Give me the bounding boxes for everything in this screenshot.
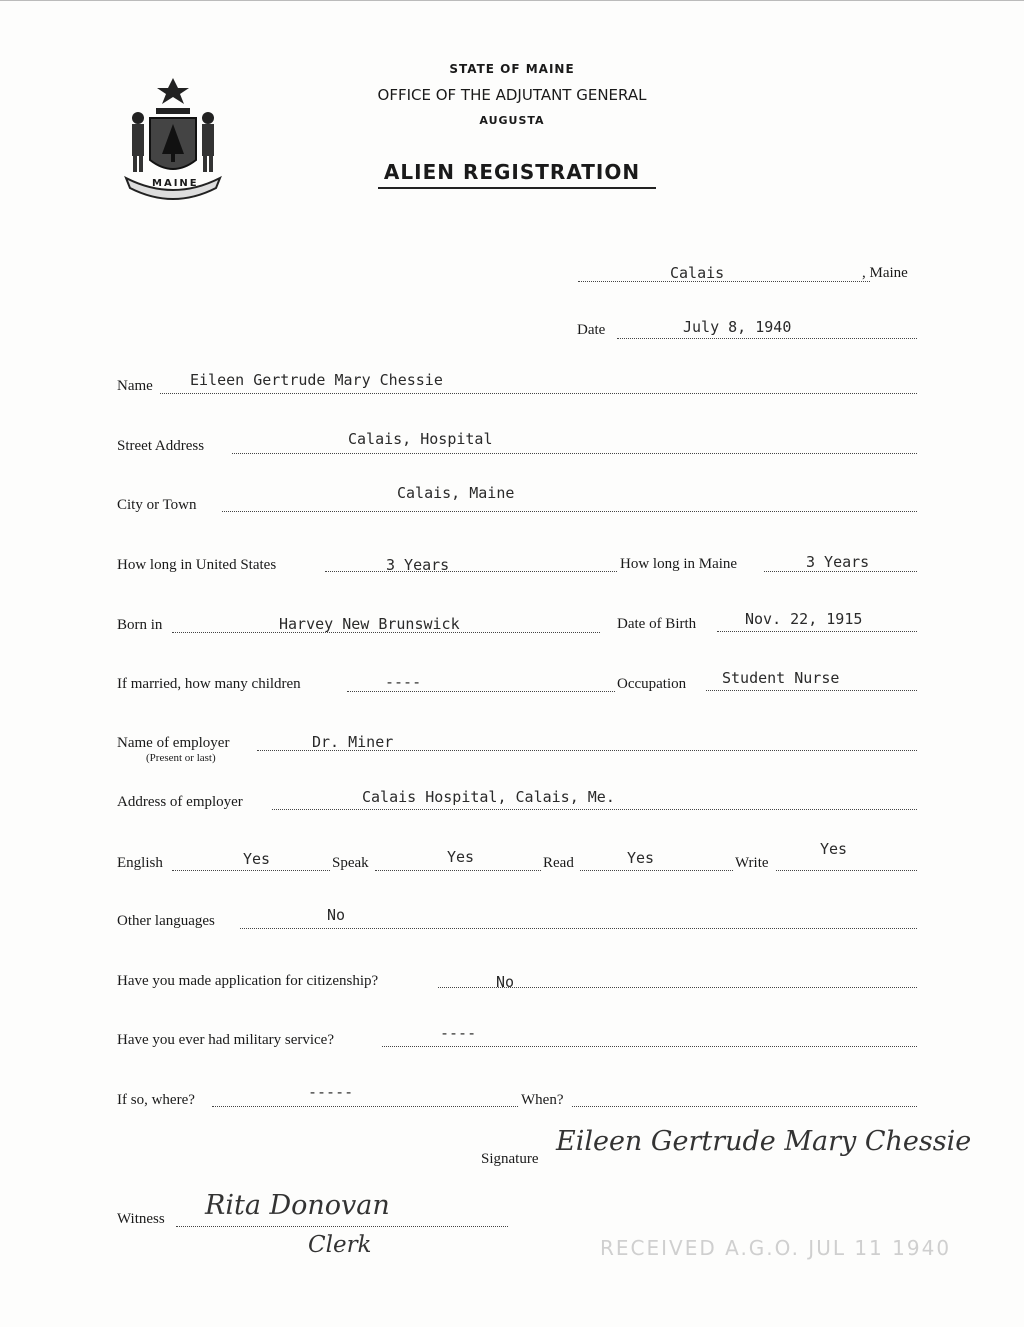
- witness-signature: Rita Donovan: [205, 1190, 390, 1221]
- street-value: Calais, Hospital: [348, 430, 493, 448]
- city-dots: [222, 511, 917, 512]
- signature-label: Signature: [481, 1151, 539, 1167]
- children-label: If married, how many children: [117, 676, 301, 692]
- employer-address-label: Address of employer: [117, 794, 243, 810]
- employer-value: Dr. Miner: [312, 733, 394, 751]
- maine-years-value: 3 Years: [806, 553, 870, 571]
- maine-years-label: How long in Maine: [620, 556, 738, 572]
- other-languages-value: No: [327, 906, 346, 924]
- seal-ribbon-text: MAINE: [152, 178, 199, 189]
- header-city: AUGUSTA: [479, 114, 545, 127]
- read-value: Yes: [627, 849, 655, 867]
- dob-value: Nov. 22, 1915: [745, 610, 863, 628]
- street-label: Street Address: [117, 438, 205, 454]
- date-dots: [617, 338, 917, 339]
- place-suffix: , Maine: [862, 265, 908, 281]
- form-title: ALIEN REGISTRATION: [383, 160, 641, 184]
- form-title-underline: [378, 187, 656, 189]
- employer-address-value: Calais Hospital, Calais, Me.: [362, 788, 615, 806]
- citizenship-value: No: [496, 973, 515, 991]
- employer-address-dots: [272, 809, 917, 810]
- header-office: OFFICE OF THE ADJUTANT GENERAL: [377, 86, 647, 104]
- where-dots: [212, 1106, 518, 1107]
- citizenship-label: Have you made application for citizenship?: [117, 973, 379, 989]
- signature-value: Eileen Gertrude Mary Chessie: [556, 1126, 972, 1157]
- city-label: City or Town: [117, 497, 197, 513]
- street-dots: [232, 453, 917, 454]
- maine-years-dots: [764, 571, 917, 572]
- when-label: When?: [521, 1092, 564, 1108]
- employer-label: Name of employer: [117, 735, 230, 751]
- place-value: Calais: [670, 264, 725, 282]
- occupation-value: Student Nurse: [722, 669, 840, 687]
- date-value: July 8, 1940: [683, 318, 792, 336]
- speak-dots: [375, 870, 541, 871]
- english-value: Yes: [243, 850, 271, 868]
- witness-title: Clerk: [308, 1232, 372, 1258]
- where-value: -----: [308, 1083, 354, 1101]
- write-dots: [776, 870, 917, 871]
- city-value: Calais, Maine: [397, 484, 515, 502]
- us-years-label: How long in United States: [117, 557, 277, 573]
- speak-value: Yes: [447, 848, 475, 866]
- dob-dots: [717, 631, 917, 632]
- witness-label: Witness: [117, 1211, 165, 1227]
- us-years-value: 3 Years: [386, 556, 450, 574]
- where-label: If so, where?: [117, 1092, 195, 1108]
- dob-label: Date of Birth: [617, 616, 697, 632]
- write-label: Write: [735, 855, 769, 871]
- born-label: Born in: [117, 617, 163, 633]
- name-value: Eileen Gertrude Mary Chessie: [190, 371, 443, 389]
- name-label: Name: [117, 378, 153, 394]
- us-years-dots: [325, 571, 617, 572]
- military-value: ----: [440, 1024, 477, 1042]
- children-dots: [347, 691, 615, 692]
- read-dots: [580, 870, 733, 871]
- other-languages-label: Other languages: [117, 913, 215, 929]
- military-label: Have you ever had military service?: [117, 1032, 334, 1048]
- page-edge: [0, 0, 1024, 1]
- read-label: Read: [543, 855, 574, 871]
- employer-sublabel: (Present or last): [146, 752, 216, 764]
- english-dots: [172, 870, 330, 871]
- date-label: Date: [577, 322, 606, 338]
- name-dots: [160, 393, 917, 394]
- received-stamp: RECEIVED A.G.O. JUL 11 1940: [600, 1236, 952, 1260]
- occupation-label: Occupation: [617, 676, 687, 692]
- witness-dots: [176, 1226, 508, 1227]
- other-languages-dots: [240, 928, 917, 929]
- english-label: English: [117, 855, 163, 871]
- born-value: Harvey New Brunswick: [279, 615, 460, 633]
- write-value: Yes: [820, 840, 848, 858]
- military-dots: [382, 1046, 917, 1047]
- children-value: ----: [385, 673, 422, 691]
- speak-label: Speak: [332, 855, 369, 871]
- occupation-dots: [706, 690, 917, 691]
- header-state: STATE OF MAINE: [449, 62, 575, 76]
- when-dots: [572, 1106, 917, 1107]
